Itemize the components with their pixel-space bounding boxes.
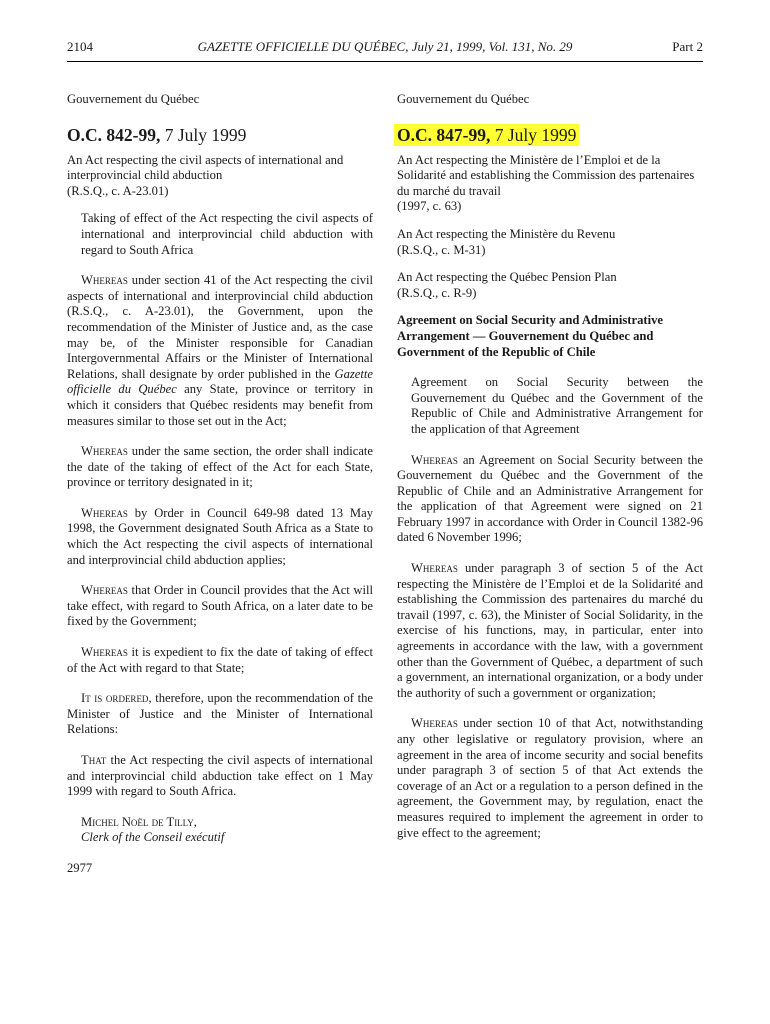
- right-column: [397, 92, 703, 856]
- act-title: [397, 153, 703, 215]
- paragraph-text: that Order in Council provides that the Act will take effect, with regard to South Africa, on a later date to be fixed by the Government;: [67, 583, 373, 629]
- lead-word: Whereas: [411, 452, 458, 467]
- whereas-paragraph: [397, 561, 703, 701]
- paragraph-text: under paragraph 3 of section 5 of the Act respecting the Ministère de l’Emploi et de la Solidarité and establishing the Commission des partenaires du marché du travail (1997, c. 63), the Minister of Social Solidarity, in the exercise of his functions, may, in particular, enter into agreements in accordance with the law, with a government other than the Government of Québec, a department of such a government, an international organization, or a body under the authority of such a government or organization;: [397, 561, 703, 700]
- lead-word: Whereas: [81, 444, 128, 459]
- signatory-title: Clerk of the Conseil exécutif: [81, 830, 225, 845]
- act-reference: (1997, c. 63): [397, 199, 462, 214]
- whereas-paragraph: [67, 444, 373, 491]
- act-title-text: An Act respecting the Québec Pension Plan: [397, 270, 617, 285]
- signature-block: [67, 815, 373, 846]
- signatory-name: Michel Noël de Tilly,: [81, 814, 197, 829]
- lead-word: That: [81, 753, 107, 767]
- paragraph-text: an Agreement on Social Security between the Gouvernement du Québec and the Government of the Republic of Chile and an Administrative Arrangement for the application of that Agreement were signed on 21 February 1997 in accordance with Order in Council 1382-96 dated 6 November 1996;: [397, 452, 703, 545]
- left-column: [67, 92, 373, 877]
- publication-name: Gazette officielle du Québec: [67, 366, 373, 397]
- act-title: [67, 153, 373, 200]
- whereas-paragraph: [397, 453, 703, 547]
- oc-number: O.C. 847-99,: [397, 124, 491, 145]
- paragraph-text: under section 10 of that Act, notwithstanding any other legislative or regulatory provision, where an agreement in the area of income security and social benefits under paragraph 3 of section 5 of that Act extends the coverage of an Act or a regulation to a person defined in the agreement, the Government may, by regulation, enact the measures required to implement the agreement in order to give effect to the agreement;: [397, 716, 703, 840]
- oc-date: 7 July 1999: [490, 124, 577, 145]
- order-in-council-title: [67, 124, 246, 146]
- part-label: Part 2: [672, 39, 703, 54]
- act-reference: (R.S.Q., c. A-23.01): [67, 183, 169, 198]
- whereas-paragraph: [67, 273, 373, 429]
- lead-word: Whereas: [411, 716, 458, 731]
- order-in-council-title-highlighted: [394, 124, 579, 146]
- act-reference: (R.S.Q., c. R-9): [397, 285, 477, 300]
- act-title-text: An Act respecting the civil aspects of international and interprovincial child abduction: [67, 152, 344, 183]
- paragraph-text: the Act respecting the civil aspects of international and interprovincial child abduction take effect on 1 May 1999 with regard to South Africa.: [67, 753, 373, 799]
- whereas-paragraph: [397, 716, 703, 841]
- oc-number: O.C. 842-99,: [67, 124, 161, 145]
- subject-paragraph: Agreement on Social Security between the Gouvernement du Québec and the Government of the Republic of Chile and Administrative Arrangement for the application of that Agreement: [411, 375, 703, 436]
- government-label: Gouvernement du Québec: [67, 92, 200, 106]
- whereas-paragraph: [67, 506, 373, 568]
- whereas-paragraph: [67, 583, 373, 630]
- paragraph-text: , therefore, upon the recommendation of the Minister of Justice and the Minister of International Relations:: [67, 691, 373, 737]
- act-title-text: An Act respecting the Ministère de l’Emploi et de la Solidarité and establishing the Commission des partenaires du marché du travail: [397, 152, 695, 198]
- government-label: Gouvernement du Québec: [397, 92, 530, 106]
- paragraph-text: under the same section, the order shall indicate the date of the taking of effect of the Act for each State, province or territory designated in it;: [67, 444, 373, 490]
- lead-word: Whereas: [81, 505, 128, 520]
- whereas-paragraph: [67, 645, 373, 676]
- subject-paragraph: Taking of effect of the Act respecting the civil aspects of international and interprovincial child abduction with regard to South Africa: [81, 211, 373, 257]
- ordered-paragraph: [67, 691, 373, 738]
- act-title: [397, 227, 703, 258]
- paragraph-text: under section 41 of the Act respecting the civil aspects of international and interprovincial child abduction (R.S.Q., c. A-23.01), the Government, upon the recommendation of the Minister of Justice and, as the case may be, of the Minister responsible for Canadian Intergovernmental Affairs or the Minister of International Relations, shall designate by order published in the: [67, 273, 373, 381]
- act-title-text: An Act respecting the Ministère du Revenu: [397, 226, 616, 241]
- lead-word: Whereas: [81, 273, 128, 288]
- lead-word: Whereas: [81, 645, 128, 660]
- lead-word: Whereas: [411, 561, 458, 576]
- page-header: [67, 39, 703, 62]
- act-reference: (R.S.Q., c. M-31): [397, 242, 486, 257]
- paragraph-text: it is expedient to fix the date of taking of effect of the Act with regard to that State;: [67, 645, 373, 675]
- resolution-paragraph: [67, 753, 373, 800]
- reference-number: 2977: [67, 860, 93, 875]
- act-title: [397, 270, 703, 301]
- paragraph-text: any State, province or territory in which it considers that Québec residents may benefit from measures similar to those set out in the Act;: [67, 382, 373, 428]
- page-number: 2104: [67, 39, 93, 54]
- paragraph-text: by Order in Council 649-98 dated 13 May 1998, the Government designated South Africa as a State to which the Act respecting the civil aspects of international and interprovincial child abduction applies;: [67, 505, 373, 567]
- lead-word: Whereas: [81, 583, 128, 598]
- agreement-heading: Agreement on Social Security and Administrative Arrangement — Gouvernement du Québec and Government of the Republic of Chile: [397, 313, 663, 359]
- oc-date: 7 July 1999: [160, 124, 247, 145]
- lead-word: It is ordered: [81, 691, 149, 706]
- gazette-title: GAZETTE OFFICIELLE DU QUÉBEC, July 21, 1999, Vol. 131, No. 29: [197, 39, 573, 54]
